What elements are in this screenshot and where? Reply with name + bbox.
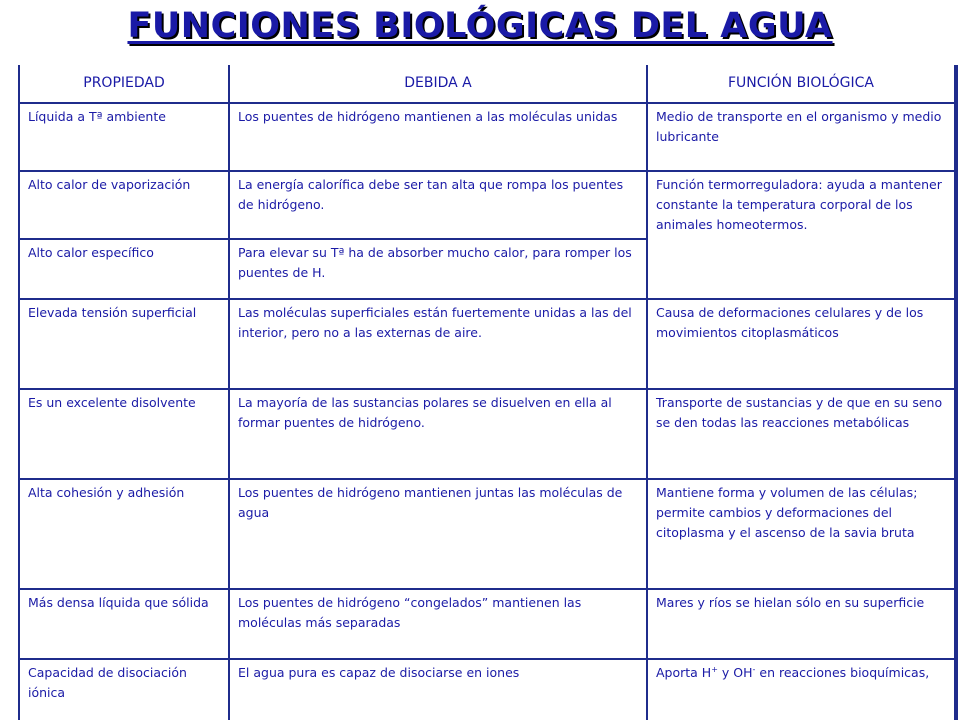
table-cell-debida-a: La energía calorífica debe ser tan alta que rompa los puentes de hidrógeno. — [230, 172, 646, 238]
superscript-plus: + — [711, 664, 718, 674]
superscript-minus: - — [752, 664, 756, 674]
header-propiedad: PROPIEDAD — [20, 65, 228, 102]
table-cell-funcion: Mantiene forma y volumen de las células; permite cambios y deformaciones del citoplasma y el ascenso de la savia bruta — [648, 480, 954, 588]
header-funcion-biologica: FUNCIÓN BIOLÓGICA — [648, 65, 954, 102]
table-cell-debida-a: Los puentes de hidrógeno mantienen a las moléculas unidas — [230, 104, 646, 170]
table-cell-propiedad: Es un excelente disolvente — [20, 390, 228, 478]
table-cell-funcion: Medio de transporte en el organismo y medio lubricante — [648, 104, 954, 170]
table-cell-debida-a: Las moléculas superficiales están fuertemente unidas a las del interior, pero no a las externas de aire. — [230, 300, 646, 388]
table-cell-propiedad: Alta cohesión y adhesión — [20, 480, 228, 588]
table-cell-debida-a: Los puentes de hidrógeno “congelados” mantienen las moléculas más separadas — [230, 590, 646, 658]
table-cell-debida-a: El agua pura es capaz de disociarse en iones — [230, 660, 646, 720]
page-title: FUNCIONES BIOLÓGICAS DEL AGUA — [127, 6, 833, 46]
funcion-text-b: y OH — [717, 665, 753, 680]
table-cell-propiedad: Elevada tensión superficial — [20, 300, 228, 388]
table-cell-funcion: Causa de deformaciones celulares y de los movimientos citoplasmáticos — [648, 300, 954, 388]
table-cell-funcion: Mares y ríos se hielan sólo en su superficie — [648, 590, 954, 658]
table-cell-funcion: Transporte de sustancias y de que en su seno se den todas las reacciones metabólicas — [648, 390, 954, 478]
table-cell-propiedad: Alto calor de vaporización — [20, 172, 228, 238]
table-cell-propiedad: Alto calor específico — [20, 240, 228, 298]
table-cell-propiedad: Líquida a Tª ambiente — [20, 104, 228, 170]
table-cell-funcion — [648, 660, 954, 720]
funcion-text-c: en reacciones bioquímicas, — [755, 665, 930, 680]
table-cell-propiedad: Capacidad de disociación iónica — [20, 660, 228, 720]
functions-table — [18, 65, 958, 720]
table-cell-debida-a: La mayoría de las sustancias polares se disuelven en ella al formar puentes de hidrógeno. — [230, 390, 646, 478]
header-debida-a: DEBIDA A — [230, 65, 646, 102]
table-cell-debida-a: Para elevar su Tª ha de absorber mucho calor, para romper los puentes de H. — [230, 240, 646, 298]
funcion-text-a: Aporta H — [656, 665, 712, 680]
table-cell-debida-a: Los puentes de hidrógeno mantienen juntas las moléculas de agua — [230, 480, 646, 588]
table-cell-funcion-merged: Función termorreguladora: ayuda a mantener constante la temperatura corporal de los animales homeotermos. — [648, 172, 954, 298]
table-cell-propiedad: Más densa líquida que sólida — [20, 590, 228, 658]
